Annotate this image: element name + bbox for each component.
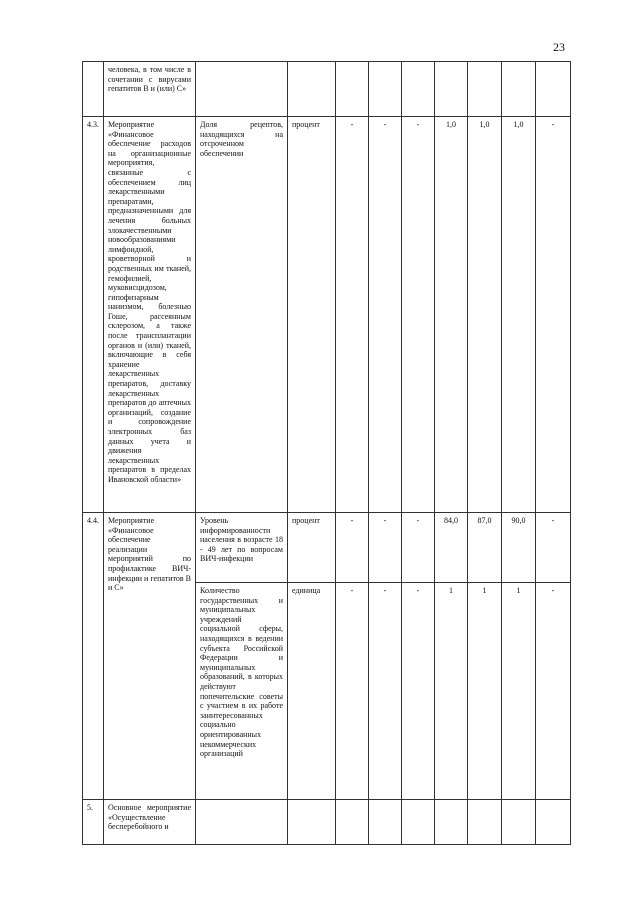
unit-cell: процент [288, 117, 336, 513]
value-cell: - [536, 117, 571, 513]
row-number: 5. [83, 800, 104, 845]
value-cell: - [402, 583, 435, 800]
measure-name: Мероприятие «Финансовое обеспечение реализации мероприятий по профилактике ВИЧ-инфекции и гепатитов В и С» [104, 513, 196, 800]
value-cell [468, 62, 502, 117]
unit-cell: единица [288, 583, 336, 800]
value-cell: - [369, 117, 402, 513]
value-cell [502, 62, 536, 117]
unit-cell [288, 800, 336, 845]
value-cell [536, 62, 571, 117]
value-cell [435, 800, 468, 845]
value-cell [536, 800, 571, 845]
value-cell: 1,0 [502, 117, 536, 513]
value-cell: 1 [468, 583, 502, 800]
indicator-name [196, 800, 288, 845]
measure-name: Мероприятие «Финансовое обеспечение расходов на организационные мероприятия, связанные с обеспечением лиц лекарственными препаратами, предназначенными для лечения больных злокачественными новообразованиями лимфоидной, кроветворной и родственных им тканей, гемофилией, муковисцидозом, гипофизарным нанизмом, болезнью Гоше, рассеянным склерозом, а также после трансплантации органов и (или) тканей, включающие в себя хранение лекарственных препаратов, доставку лекарственных препаратов до аптечных организаций, создание и сопровождение электронных баз данных учета и движения лекарственных препаратов в пределах Ивановской области» [104, 117, 196, 513]
value-cell: - [402, 117, 435, 513]
value-cell [502, 800, 536, 845]
value-cell: - [336, 583, 369, 800]
value-cell [435, 62, 468, 117]
unit-cell: процент [288, 513, 336, 583]
indicator-name: Количество государственных и муниципальных учреждений социальной сферы, находящихся в ведении субъекта Российской Федерации и муниципальных образований, в которых действуют попечительские советы с участием в их работе заинтересованных социально ориентированных некоммерческих организаций [196, 583, 288, 800]
indicator-name: Доля рецептов, находящихся на отсроченном обеспечении [196, 117, 288, 513]
value-cell: - [536, 583, 571, 800]
value-cell: - [369, 583, 402, 800]
table-row [83, 62, 571, 117]
page-number: 23 [553, 40, 565, 54]
value-cell: - [536, 513, 571, 583]
value-cell: - [402, 513, 435, 583]
value-cell: - [369, 513, 402, 583]
value-cell: 90,0 [502, 513, 536, 583]
table-row [83, 117, 571, 513]
measure-name: человека, в том числе в сочетании с вирусами гепатитов В и (или) С» [104, 62, 196, 117]
table-row [83, 513, 571, 583]
indicator-name: Уровень информированности населения в возрасте 18 - 49 лет по вопросам ВИЧ-инфекции [196, 513, 288, 583]
value-cell: 1,0 [468, 117, 502, 513]
value-cell [402, 800, 435, 845]
unit-cell [288, 62, 336, 117]
measure-name: Основное мероприятие «Осуществление бесперебойного и [104, 800, 196, 845]
value-cell [369, 62, 402, 117]
value-cell: - [336, 513, 369, 583]
value-cell: - [336, 117, 369, 513]
indicator-name [196, 62, 288, 117]
value-cell: 1 [502, 583, 536, 800]
value-cell: 1 [435, 583, 468, 800]
indicators-table [82, 61, 571, 845]
value-cell [336, 800, 369, 845]
value-cell [402, 62, 435, 117]
table-row [83, 800, 571, 845]
value-cell [468, 800, 502, 845]
value-cell: 1,0 [435, 117, 468, 513]
row-number: 4.3. [83, 117, 104, 513]
value-cell: 84,0 [435, 513, 468, 583]
row-number: 4.4. [83, 513, 104, 800]
row-number [83, 62, 104, 117]
value-cell [369, 800, 402, 845]
value-cell: 87,0 [468, 513, 502, 583]
value-cell [336, 62, 369, 117]
